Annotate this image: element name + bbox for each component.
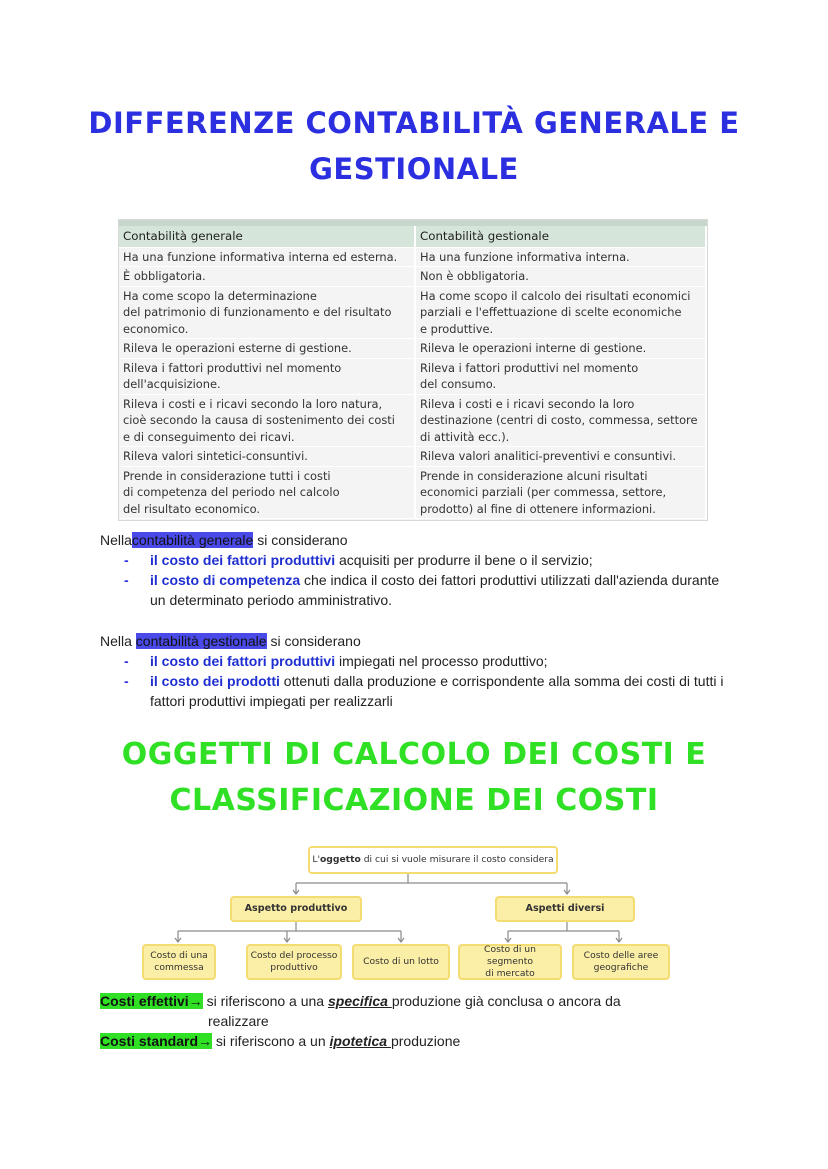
cell-generale: Prende in considerazione tutti i costi di competenza del periodo nel calcolo del risultato economico.: [119, 466, 415, 519]
cell-gestionale: Rileva i fattori produttivi nel momento del consumo.: [415, 358, 706, 394]
costi-effettivi-label: Costi effettivi→: [100, 993, 203, 1009]
title-line-2: GESTIONALE: [309, 152, 519, 186]
intro-post: si considerano: [270, 633, 361, 649]
item-bold: il costo di competenza: [150, 572, 301, 588]
item-bold: il costo dei fattori produttivi: [150, 653, 336, 669]
comparison-table: [119, 226, 707, 519]
item-bold: il costo dei prodotti: [150, 673, 280, 689]
item-text: impiegati nel processo produttivo;: [335, 653, 548, 669]
list-item: - il costo dei fattori produttivi acquisiti per produrre il bene o il servizio;: [124, 552, 593, 568]
standard-em: ipotetica: [329, 1033, 391, 1049]
header-gestionale: Contabilità gestionale: [415, 226, 706, 247]
leaf-aree-geografiche: Costo delle aree geografiche: [572, 944, 670, 980]
cell-gestionale: Rileva le operazioni interne di gestione.: [415, 339, 706, 359]
table-header-row: [119, 226, 706, 247]
cell-generale: Rileva valori sintetici-consuntivi.: [119, 447, 415, 467]
cell-gestionale: Prende in considerazione alcuni risultati economici parziali (per commessa, settore, prodotto) al fine di ottenere informazioni.: [415, 466, 706, 519]
list-item: - il costo di competenza che indica il costo dei fattori produttivi utilizzati dall'azienda durante un determinato periodo amministrativo.: [124, 572, 720, 608]
table-row: [119, 247, 706, 267]
table-row: [119, 466, 706, 519]
gestionale-intro: [100, 631, 361, 651]
leaf-segmento-mercato: Costo di un segmento di mercato: [458, 944, 562, 980]
costi-effettivi-line-2: realizzare: [208, 1013, 269, 1029]
costi-standard-line: [100, 1031, 460, 1051]
table-row: [119, 447, 706, 467]
table-row: [119, 358, 706, 394]
title-line-1: OGGETTI DI CALCOLO DEI COSTI E: [121, 737, 707, 772]
costi-standard-label: Costi standard→: [100, 1033, 213, 1049]
title-line-2: CLASSIFICAZIONE DEI COSTI: [169, 783, 659, 818]
cell-generale: È obbligatoria.: [119, 267, 415, 287]
root-post: di cui si vuole misurare il costo considera: [360, 854, 554, 865]
leaf-lotto: Costo di un lotto: [352, 944, 450, 980]
header-generale: Contabilità generale: [119, 226, 415, 247]
item-text: che indica il costo dei fattori produttivi utilizzati dall'azienda durante un determinato periodo amministrativo.: [150, 572, 720, 608]
cell-generale: Ha una funzione informativa interna ed esterna.: [119, 247, 415, 267]
table-row: [119, 267, 706, 287]
title-line-1: DIFFERENZE CONTABILITÀ GENERALE E: [88, 106, 740, 140]
cell-gestionale: Ha una funzione informativa interna.: [415, 247, 706, 267]
table-row: [119, 339, 706, 359]
table-row: [119, 286, 706, 339]
costi-effettivi-line: [100, 991, 621, 1011]
title-oggetti: [0, 732, 828, 824]
generale-intro: [100, 530, 348, 550]
effettivi-pre: si riferiscono a una: [202, 993, 328, 1009]
cell-generale: Rileva le operazioni esterne di gestione.: [119, 339, 415, 359]
list-item: - il costo dei prodotti ottenuti dalla produzione e corrispondente alla somma dei costi di tutti i fattori produttivi impiegati per realizzarli: [124, 673, 724, 709]
table-row: [119, 394, 706, 447]
list-item: - il costo dei fattori produttivi impiegati nel processo produttivo;: [124, 653, 548, 669]
item-text: ottenuti dalla produzione e corrispondente alla somma dei costi di tutti i fattori produttivi impiegati per realizzarli: [150, 673, 724, 709]
gestionale-list: [124, 651, 734, 711]
cost-object-diagram: [138, 843, 678, 983]
highlight-contabilita-gestionale: contabilità gestionale: [135, 633, 267, 649]
item-bold: il costo dei fattori produttivi: [150, 552, 336, 568]
group-aspetti-diversi: Aspetti diversi: [495, 896, 635, 922]
cell-gestionale: Non è obbligatoria.: [415, 267, 706, 287]
intro-pre: Nella: [100, 633, 132, 649]
leaf-commessa: Costo di una commessa: [142, 944, 216, 980]
standard-post: produzione: [390, 1033, 461, 1049]
item-text: acquisiti per produrre il bene o il servizio;: [335, 552, 593, 568]
leaf-processo-produttivo: Costo del processo produttivo: [246, 944, 342, 980]
title-differenze: [0, 100, 828, 192]
cell-gestionale: Rileva i costi e i ricavi secondo la loro destinazione (centri di costo, commessa, settore di attività ecc.).: [415, 394, 706, 447]
effettivi-em: specifica: [327, 993, 392, 1009]
generale-list: [124, 550, 734, 610]
cell-gestionale: Ha come scopo il calcolo dei risultati economici parziali e l'effettuazione di scelte economiche e produttive.: [415, 286, 706, 339]
root-bold: oggetto: [319, 854, 361, 865]
effettivi-post: produzione già conclusa o ancora da: [391, 993, 621, 1009]
cell-generale: Rileva i costi e i ricavi secondo la loro natura, cioè secondo la causa di sostenimento dei costi e di conseguimento dei ricavi.: [119, 394, 415, 447]
intro-post: si considerano: [257, 532, 348, 548]
cell-gestionale: Rileva valori analitici-preventivi e consuntivi.: [415, 447, 706, 467]
root-pre: L': [312, 854, 320, 865]
highlight-contabilita-generale: contabilità generale: [131, 532, 254, 548]
cell-generale: Rileva i fattori produttivi nel momento dell'acquisizione.: [119, 358, 415, 394]
cell-generale: Ha come scopo la determinazione del patrimonio di funzionamento e del risultato economico.: [119, 286, 415, 339]
standard-pre: si riferiscono a un: [212, 1033, 330, 1049]
diagram-root-box: [308, 846, 558, 874]
group-aspetto-produttivo: Aspetto produttivo: [230, 896, 362, 922]
intro-pre: Nella: [100, 532, 132, 548]
comparison-table-image: [118, 219, 708, 521]
